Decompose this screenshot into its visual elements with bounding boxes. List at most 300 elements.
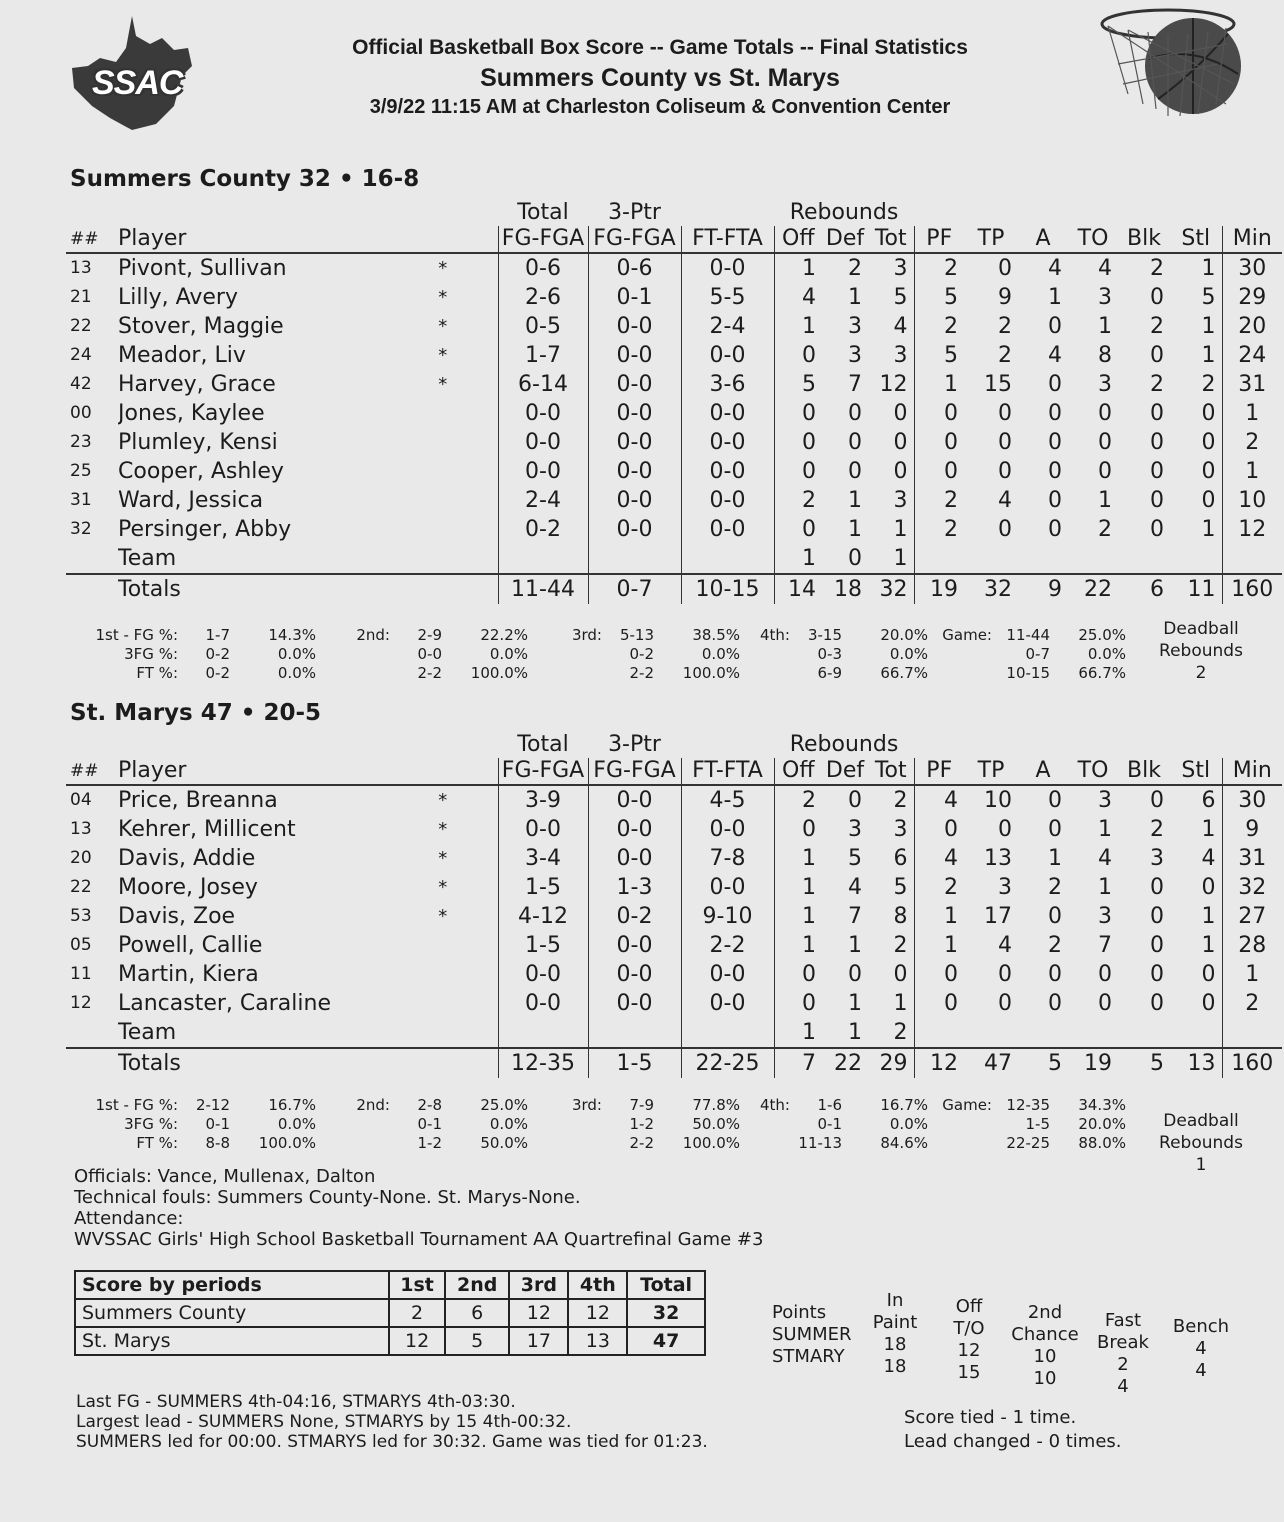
stat-fg: 0-0: [498, 815, 588, 844]
header-spacer: [1018, 200, 1068, 226]
total-tot: 32: [868, 574, 914, 604]
quarter-stats-block: [926, 626, 1126, 683]
period-total: 47: [627, 1327, 705, 1355]
stat-stl: 0: [1201, 962, 1216, 987]
quarter-stat-value: 20.0%: [1078, 1115, 1126, 1133]
header-spacer: [118, 732, 388, 758]
stat-blk: 0: [1150, 904, 1165, 929]
player-name: Lilly, Avery: [118, 285, 238, 310]
table-row: [66, 544, 1282, 574]
quarter-stat-value: 0.0%: [889, 645, 928, 663]
stat-pf: 0: [914, 815, 964, 844]
quarter-stat-value: 50.0%: [480, 1134, 528, 1152]
stat-a: 0: [1048, 372, 1063, 397]
stat-ft: 9-10: [681, 902, 774, 931]
col-header-min: Min: [1222, 226, 1282, 253]
stat-stl: 2: [1201, 372, 1216, 397]
quarter-stat-value: 2-2: [629, 1134, 654, 1152]
stat-fg: 1-5: [498, 931, 588, 960]
stat-blk: 0: [1150, 517, 1165, 542]
stat-tot: 0: [893, 459, 908, 484]
stat-def: 0: [848, 430, 862, 455]
stat-off: 1: [774, 1018, 822, 1048]
quarter-stat-value: 1-2: [417, 1134, 442, 1152]
stat-pf: 5: [914, 283, 964, 312]
stat-min: 1: [1222, 457, 1282, 486]
col-header-a: A: [1018, 226, 1068, 253]
stat-stl: 0: [1201, 488, 1216, 513]
quarter-stat-value: 1-5: [1025, 1115, 1050, 1133]
stat-pf: 2: [914, 515, 964, 544]
quarter-stat-value: 0.0%: [701, 645, 740, 663]
stat-tp3: [588, 1018, 681, 1048]
stat-pf: 2: [914, 312, 964, 341]
total-blk: 5: [1118, 1048, 1170, 1078]
col-header-min: Min: [1222, 758, 1282, 785]
deadball-line2: Rebounds: [1159, 641, 1243, 661]
stat-a: 0: [1048, 817, 1063, 842]
stat-tot: 5: [893, 875, 908, 900]
stat-tp3: 0-0: [588, 815, 681, 844]
table-row: [66, 902, 1282, 931]
player-number: 05: [70, 935, 92, 955]
stat-fg: 0-2: [498, 515, 588, 544]
col-header-tp3: FG-FGA: [588, 226, 681, 253]
stat-fg: 1-5: [498, 873, 588, 902]
header-spacer: [1018, 732, 1068, 758]
quarter-stats-line: [736, 664, 928, 683]
quarter-stat-value: 0.0%: [277, 1115, 316, 1133]
stat-stl: 0: [1201, 459, 1216, 484]
stat-pf: 0: [914, 428, 964, 457]
stat-tp: 3: [998, 875, 1013, 900]
stat-tp3: 0-0: [588, 515, 681, 544]
quarter-stats-line: [66, 645, 316, 664]
stat-pf: [914, 1018, 964, 1048]
stat-stl: 1: [1201, 517, 1216, 542]
stat-blk: 0: [1150, 488, 1165, 513]
quarter-stat-value: Game:: [942, 626, 992, 644]
group-header-3ptr: 3-Ptr: [608, 200, 661, 225]
stat-stl: 1: [1201, 817, 1216, 842]
period-header: 1st: [389, 1271, 445, 1299]
stat-stl: 1: [1201, 933, 1216, 958]
quarter-stat-value: 20.0%: [880, 626, 928, 644]
stat-tp3: 0-0: [588, 989, 681, 1018]
starter-mark: *: [438, 790, 448, 811]
stat-tot: 1: [893, 517, 908, 542]
stat-tot: 0: [893, 430, 908, 455]
points-col-value: 4: [1117, 1376, 1129, 1397]
player-number: 32: [70, 519, 92, 539]
col-header-ft: FT-FTA: [681, 758, 774, 785]
table-row: [66, 1018, 1282, 1048]
group-header-rebounds: Rebounds: [789, 732, 899, 757]
quarter-stats-line: [66, 1115, 316, 1134]
stat-tot: 3: [893, 488, 908, 513]
periods-row: [75, 1299, 705, 1327]
player-number: 23: [70, 432, 92, 452]
totals-spacer: [66, 574, 118, 604]
deadball-rebounds: [1146, 618, 1256, 684]
quarter-stat-value: 84.6%: [880, 1134, 928, 1152]
quarter-stat-value: 22.2%: [480, 626, 528, 644]
stat-fg: 0-0: [498, 989, 588, 1018]
quarter-stat-value: FT %:: [136, 1134, 178, 1152]
stat-tot: 4: [893, 314, 908, 339]
total-off: 7: [774, 1048, 822, 1078]
quarter-stat-value: 66.7%: [1078, 664, 1126, 682]
stat-tot: 5: [893, 285, 908, 310]
quarter-stat-value: 11-44: [1006, 626, 1050, 644]
stat-to: 0: [1098, 962, 1113, 987]
stat-def: 5: [848, 846, 862, 871]
stat-fg: 6-14: [498, 370, 588, 399]
player-number: 22: [70, 316, 92, 336]
total-fg: 11-44: [498, 574, 588, 604]
stat-a: [1018, 544, 1068, 574]
game-notes: [74, 1166, 763, 1250]
stat-off: 1: [774, 544, 822, 574]
stat-min: 2: [1222, 428, 1282, 457]
stat-tot: 1: [893, 991, 908, 1016]
quarter-stats-line: [336, 1134, 528, 1153]
quarter-stats-block: [546, 626, 740, 683]
stat-a: 4: [1048, 343, 1063, 368]
total-a: 5: [1018, 1048, 1068, 1078]
stat-tp: 0: [998, 962, 1013, 987]
periods-title: Score by periods: [75, 1271, 389, 1299]
led-for-text: SUMMERS led for 00:00. STMARYS led for 30:32. Game was tied for 01:23.: [76, 1432, 708, 1452]
stat-blk: [1118, 544, 1170, 574]
points-col-value: 10: [1033, 1346, 1057, 1367]
quarter-stat-value: FT %:: [136, 664, 178, 682]
stat-pf: 5: [914, 341, 964, 370]
stat-tp: 2: [998, 343, 1013, 368]
stat-def: 1: [848, 991, 862, 1016]
total-min: 160: [1222, 1048, 1282, 1078]
header-spacer: [66, 200, 118, 226]
stat-fg: 0-0: [498, 457, 588, 486]
stat-ft: [681, 1018, 774, 1048]
stat-tp3: 0-0: [588, 370, 681, 399]
col-header-player: Player: [118, 226, 388, 253]
table-row: [66, 815, 1282, 844]
player-number: 42: [70, 374, 92, 394]
quarter-stat-value: 16.7%: [268, 1096, 316, 1114]
stat-tp3: 0-0: [588, 428, 681, 457]
stat-min: 10: [1222, 486, 1282, 515]
table-row: [66, 515, 1282, 544]
totals-spacer: [388, 574, 498, 604]
quarter-stat-value: 10-15: [1006, 664, 1050, 682]
stat-ft: 0-0: [681, 486, 774, 515]
quarter-stats-line: [926, 1134, 1126, 1153]
quarter-stats-line: [736, 1134, 928, 1153]
stat-fg: 4-12: [498, 902, 588, 931]
stat-pf: 0: [914, 457, 964, 486]
largest-lead-text: Largest lead - SUMMERS None, STMARYS by 15 4th-00:32.: [76, 1412, 572, 1432]
header-spacer: [1170, 200, 1222, 226]
quarter-stat-value: 7-9: [629, 1096, 654, 1114]
stat-tp: 0: [998, 459, 1013, 484]
header-spacer: [681, 732, 774, 758]
stat-pf: 0: [914, 960, 964, 989]
stat-min: 31: [1222, 844, 1282, 873]
stat-blk: 2: [1150, 314, 1165, 339]
totals-label: Totals: [118, 574, 388, 604]
stat-def: 2: [848, 256, 862, 281]
stat-to: 0: [1098, 430, 1113, 455]
starter-mark: *: [438, 877, 448, 898]
quarter-stat-value: 1-2: [629, 1115, 654, 1133]
player-name: Davis, Zoe: [118, 904, 236, 929]
points-col-value: 12: [957, 1340, 981, 1361]
quarter-stats-line: [66, 1134, 316, 1153]
quarter-stats-line: [926, 645, 1126, 664]
header-spacer: [1222, 732, 1282, 758]
points-summary-labels: [772, 1302, 852, 1368]
lead-changed-text: Lead changed - 0 times.: [904, 1431, 1122, 1452]
stat-stl: 1: [1201, 256, 1216, 281]
stat-tp: 0: [998, 817, 1013, 842]
stat-off: 2: [774, 785, 822, 815]
starter-mark: *: [438, 258, 448, 279]
points-col-header: Break: [1097, 1332, 1149, 1353]
header-spacer: [1118, 200, 1170, 226]
quarter-stat-value: 22-25: [1006, 1134, 1050, 1152]
player-name: Ward, Jessica: [118, 488, 264, 513]
stat-def: 3: [848, 314, 862, 339]
stat-tp3: 0-0: [588, 960, 681, 989]
table-row: [66, 312, 1282, 341]
periods-team: St. Marys: [75, 1327, 389, 1355]
quarter-stats-line: [546, 645, 740, 664]
stat-fg: 0-5: [498, 312, 588, 341]
stat-off: 0: [774, 457, 822, 486]
quarter-stats-line: [546, 626, 740, 645]
stat-fg: 0-0: [498, 399, 588, 428]
stat-tp3: 0-0: [588, 844, 681, 873]
stat-to: 3: [1098, 788, 1113, 813]
stat-stl: 1: [1201, 314, 1216, 339]
stat-tp: 0: [998, 517, 1013, 542]
player-name: Lancaster, Caraline: [118, 991, 331, 1016]
points-team: STMARY: [772, 1346, 845, 1367]
stat-tp: 15: [984, 372, 1013, 397]
stat-min: 20: [1222, 312, 1282, 341]
col-header-pf: PF: [914, 758, 964, 785]
quarter-stat-value: 3FG %:: [124, 1115, 178, 1133]
periods-row: [75, 1327, 705, 1355]
stat-blk: 0: [1150, 875, 1165, 900]
score-by-periods-table: [74, 1270, 706, 1356]
player-name: Kehrer, Millicent: [118, 817, 296, 842]
group-header-total: Total: [517, 732, 569, 757]
starter-mark: *: [438, 316, 448, 337]
player-name: Stover, Maggie: [118, 314, 284, 339]
quarter-stat-value: 0-0: [417, 645, 442, 663]
table-row: [66, 457, 1282, 486]
header-spacer: [1222, 200, 1282, 226]
stat-tp: 13: [984, 846, 1013, 871]
stat-tp: [964, 544, 1018, 574]
header-spacer: [964, 732, 1018, 758]
stat-tot: 0: [893, 962, 908, 987]
col-header-to: TO: [1068, 226, 1118, 253]
player-number: 04: [70, 790, 92, 810]
player-number: 11: [70, 964, 92, 984]
total-tp: 47: [964, 1048, 1018, 1078]
points-col-value: 10: [1033, 1368, 1057, 1389]
stat-min: 9: [1222, 815, 1282, 844]
col-header-tot: Tot: [868, 758, 914, 785]
header-spacer: [66, 732, 118, 758]
stat-fg: 1-7: [498, 341, 588, 370]
quarter-stat-value: 77.8%: [692, 1096, 740, 1114]
stat-blk: 3: [1150, 846, 1165, 871]
table-row: [66, 428, 1282, 457]
table-row: [66, 844, 1282, 873]
totals-spacer: [388, 1048, 498, 1078]
table-row: [66, 785, 1282, 815]
total-blk: 6: [1118, 574, 1170, 604]
stat-tot: 8: [893, 904, 908, 929]
quarter-stat-value: 100.0%: [470, 664, 528, 682]
stat-off: 0: [774, 341, 822, 370]
quarter-stats-line: [66, 1096, 316, 1115]
quarter-stat-value: 0-1: [817, 1115, 842, 1133]
stat-ft: 7-8: [681, 844, 774, 873]
header-spacer: [388, 200, 498, 226]
col-header-a: A: [1018, 758, 1068, 785]
stat-blk: 0: [1150, 962, 1165, 987]
totals-spacer: [66, 1048, 118, 1078]
stat-min: [1222, 544, 1282, 574]
stat-def: 0: [848, 546, 862, 571]
team-title-stmarys: St. Marys 47 • 20-5: [70, 700, 322, 726]
stat-to: 3: [1098, 904, 1113, 929]
quarter-stat-value: 4th:: [760, 626, 790, 644]
stat-off: 0: [774, 815, 822, 844]
stat-tp: [964, 1018, 1018, 1048]
table-row: [66, 370, 1282, 399]
stat-tp3: 0-0: [588, 312, 681, 341]
deadball-line1: Deadball: [1163, 1111, 1239, 1131]
player-name: Price, Breanna: [118, 788, 278, 813]
quarter-stats-line: [926, 626, 1126, 645]
total-tp3: 0-7: [588, 574, 681, 604]
points-team: SUMMER: [772, 1324, 852, 1345]
stat-stl: 5: [1201, 285, 1216, 310]
quarter-stats-block: [336, 1096, 528, 1153]
quarter-stat-value: 2nd:: [356, 1096, 390, 1114]
player-name: Team: [118, 1020, 177, 1045]
stat-min: 1: [1222, 399, 1282, 428]
player-number: 22: [70, 877, 92, 897]
col-header-off: Off: [774, 226, 822, 253]
tournament-text: WVSSAC Girls' High School Basketball Tournament AA Quartrefinal Game #3: [74, 1229, 764, 1250]
quarter-stat-value: 0.0%: [489, 1115, 528, 1133]
quarter-stat-value: 0-2: [205, 645, 230, 663]
attendance-text: Attendance:: [74, 1208, 184, 1229]
period-header: 3rd: [509, 1271, 568, 1299]
starter-mark: [388, 428, 498, 457]
quarter-stat-value: 3rd:: [571, 1096, 602, 1114]
stat-to: 3: [1098, 285, 1113, 310]
stat-def: 3: [848, 343, 862, 368]
stat-a: 0: [1048, 314, 1063, 339]
col-header-fg: FG-FGA: [498, 226, 588, 253]
player-name: Moore, Josey: [118, 875, 258, 900]
team-title-summers: Summers County 32 • 16-8: [70, 166, 420, 192]
quarter-stats-block: [736, 626, 928, 683]
quarter-stats-line: [546, 664, 740, 683]
stat-stl: 1: [1201, 904, 1216, 929]
table-row: [66, 931, 1282, 960]
stat-tot: 12: [879, 372, 908, 397]
deadball-value: 1: [1195, 1155, 1207, 1175]
stat-pf: 4: [914, 844, 964, 873]
stat-def: 1: [848, 933, 862, 958]
stat-def: 7: [848, 372, 862, 397]
table-row: [66, 486, 1282, 515]
starter-mark: [388, 1018, 498, 1048]
quarter-stat-value: 3FG %:: [124, 645, 178, 663]
stat-a: 1: [1048, 846, 1063, 871]
stat-min: [1222, 1018, 1282, 1048]
col-header-stl: Stl: [1170, 758, 1222, 785]
stat-to: 3: [1098, 372, 1113, 397]
stat-pf: 2: [914, 486, 964, 515]
quarter-stat-value: 0.0%: [489, 645, 528, 663]
col-header-stl: Stl: [1170, 226, 1222, 253]
quarter-stats-line: [736, 1115, 928, 1134]
stat-tp: 17: [984, 904, 1013, 929]
quarter-stats-block: [66, 626, 316, 683]
quarter-stat-value: 25.0%: [1078, 626, 1126, 644]
stat-a: 0: [1048, 517, 1063, 542]
stat-pf: 0: [914, 399, 964, 428]
table-row: [66, 341, 1282, 370]
stat-ft: 3-6: [681, 370, 774, 399]
stat-off: 1: [774, 844, 822, 873]
period-score: 5: [445, 1327, 509, 1355]
points-col-value: 15: [957, 1362, 981, 1383]
quarter-stat-value: 12-35: [1006, 1096, 1050, 1114]
quarter-stat-value: 16.7%: [880, 1096, 928, 1114]
stat-ft: 0-0: [681, 428, 774, 457]
quarter-stat-value: 8-8: [205, 1134, 230, 1152]
quarter-stat-value: 100.0%: [258, 1134, 316, 1152]
col-header-fg: FG-FGA: [498, 758, 588, 785]
player-name: Harvey, Grace: [118, 372, 276, 397]
quarter-stat-value: 88.0%: [1078, 1134, 1126, 1152]
stat-off: 0: [774, 960, 822, 989]
stat-to: 0: [1098, 991, 1113, 1016]
stat-blk: 0: [1150, 933, 1165, 958]
stat-tp3: 1-3: [588, 873, 681, 902]
points-col-value: 4: [1195, 1338, 1207, 1359]
stat-to: 2: [1098, 517, 1113, 542]
stat-fg: 3-4: [498, 844, 588, 873]
stat-a: 0: [1048, 991, 1063, 1016]
points-col-header: Off: [955, 1296, 983, 1317]
starter-mark: [388, 457, 498, 486]
stat-to: 1: [1098, 314, 1113, 339]
quarter-stat-value: 0-3: [817, 645, 842, 663]
stat-blk: 0: [1150, 285, 1165, 310]
